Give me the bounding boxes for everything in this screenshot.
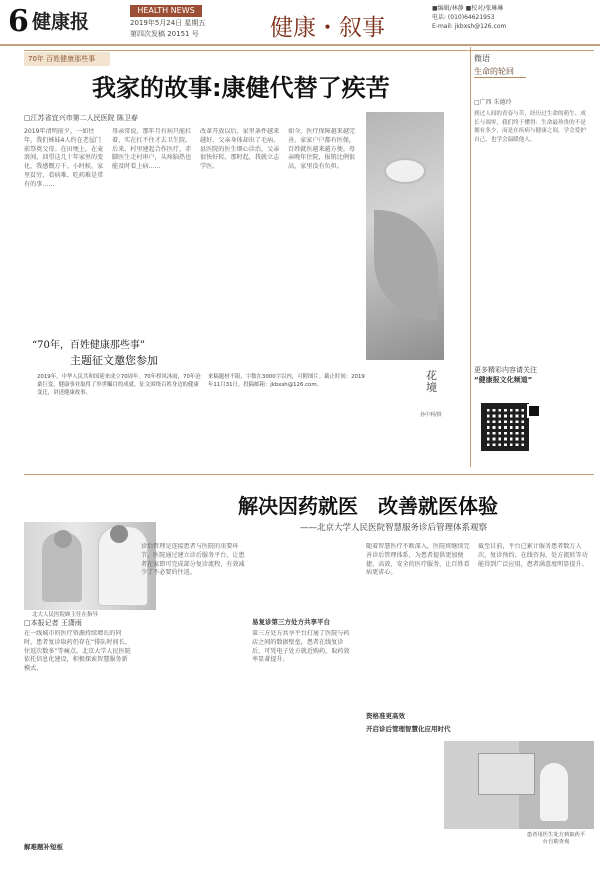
doctor-photo-caption: 北大人民医院顾主任在指导 bbox=[32, 612, 99, 618]
article-column-4: 如今，医疗保障越来越完善，家家户户都有医保，百姓就医越来越方便。母亲晚年住院，报销比例很高，家里没有负担。 bbox=[288, 128, 356, 171]
doctor-head-image bbox=[110, 525, 128, 543]
bottom-column-4: 随着智慧医疗不断深入，医院将继续完善诊后管理体系，为患者提供更加便捷、高效、安全的医疗服务，让百姓看病更省心。 bbox=[366, 543, 470, 577]
sidebar-body: 到过人间的青春与苦，经历过生命的萌生、成长与凋零，我们终于懂得：生命最珍贵的不是拥有多少，而是在疾病与健康之间，学会爱护自己，也学会温暖他人。 bbox=[474, 111, 586, 143]
date-line: 2019年5月24日 星期五 bbox=[130, 19, 206, 27]
sidebar-subtitle: 生命的轮回 bbox=[474, 66, 526, 78]
bottom-column-1: 在一线城市的医疗资源持续增长的同时，患者复诊取药仍存在“排队时间长、往返次数多”等痛点。北京大学人民医院依托信息化建设，积极探索智慧服务新模式。 bbox=[24, 630, 131, 673]
contest-body-right: 来稿题材不限，字数在3000字以内，可附图片。截止时间：2019年11月31日。投稿邮箱：jkbxsh@126.com。 bbox=[208, 374, 365, 389]
top-rule bbox=[24, 50, 594, 51]
series-label: 70年 百姓健康那些事 bbox=[24, 52, 110, 66]
doctor-photo bbox=[24, 522, 156, 610]
ward-photo bbox=[444, 741, 594, 829]
contest-title: “70年，百姓健康那些事” bbox=[32, 340, 145, 351]
sidebar-author: □广西 朱德玲 bbox=[474, 99, 512, 106]
qr-logo-icon bbox=[527, 404, 541, 418]
meta-line-1: ■编辑/林静 ■校对/张琳琳 bbox=[432, 5, 504, 12]
bottom-byline: □本报记者 王潇雨 bbox=[24, 619, 82, 627]
news-chip: HEALTH NEWS bbox=[130, 5, 202, 17]
subhead-b: 易复诊第三方处方共享平台 bbox=[252, 618, 330, 626]
flower-caption: 花 境 bbox=[426, 369, 437, 394]
section-divider bbox=[24, 474, 594, 475]
article-column-3: 改革开放以后，家里条件越来越好，父亲身体却出了毛病。县医院的医生细心诊治，父亲很快好转。那时起，我就立志学医。 bbox=[200, 128, 280, 171]
contest-subtitle: 主题征文邀您参加 bbox=[70, 354, 158, 367]
contest-body-left: 2019年，中华人民共和国迎来成立70周年。70年栉风沐雨，70年沧桑巨变，健康事业取得了举世瞩目的成就。征文围绕百姓身边的健康变迁，讲述健康故事。 bbox=[37, 374, 201, 397]
subhead-d: 开启诊后管理智慧化应用时代 bbox=[366, 725, 451, 733]
top-byline: □江苏省宜兴市第二人民医院 陈卫春 bbox=[24, 114, 138, 122]
patient-head-image bbox=[54, 530, 72, 548]
sidebar-title: 微语 bbox=[474, 54, 490, 63]
bottom-column-3: 第三方处方共享平台打通了医院与药店之间的数据壁垒，患者在线复诊后，可凭电子处方就近购药，取药效率显著提升。 bbox=[252, 630, 350, 664]
volume-line: 第四次发稿 20151 号 bbox=[130, 30, 199, 38]
flower-image bbox=[386, 160, 424, 182]
page-number: 6 bbox=[8, 4, 29, 39]
nurse-image bbox=[540, 763, 568, 821]
flower-credit: 孙中利/摄 bbox=[420, 412, 442, 418]
meta-line-2: 电话: (010)64621953 bbox=[432, 14, 495, 21]
editor-contact bbox=[432, 4, 592, 31]
qr-code-icon[interactable] bbox=[481, 403, 529, 451]
leaf-image bbox=[374, 210, 438, 320]
meta-line-3: E-mail: jkbxsh@126.com bbox=[432, 23, 507, 30]
top-headline: 我家的故事:康健代替了疾苦 bbox=[92, 74, 390, 102]
subhead-a: 解难题补短板 bbox=[24, 843, 63, 851]
section-title: 健康・叙事 bbox=[270, 15, 385, 41]
sidebar-rule bbox=[470, 47, 471, 467]
subhead-c: 资格准更高效 bbox=[366, 712, 405, 720]
qr-line-2: “健康报文化频道” bbox=[474, 376, 533, 384]
qr-line-1: 更多精彩内容请关注 bbox=[474, 366, 537, 374]
bottom-column-5: 截至目前，平台已累计服务患者数万人次，复诊预约、在线咨询、处方流转等功能得到广泛应用，患者满意度明显提升。 bbox=[478, 543, 588, 568]
kiosk-image bbox=[478, 753, 535, 795]
masthead: 健康报 bbox=[32, 11, 90, 33]
ward-photo-caption: 患者用医生处方到取药平台自助查询 bbox=[526, 832, 586, 845]
flower-photo bbox=[366, 112, 444, 360]
bottom-headline: 解决因药就医 改善就医体验 bbox=[238, 494, 498, 518]
article-column-2: 母亲常说，那年月有病只能扛着，实在扛不住才去卫生院。后来，村里建起合作医疗，赤脚医生走村串户，头疼脑热也能及时看上病…… bbox=[112, 128, 192, 171]
qr-promo bbox=[474, 365, 592, 397]
bottom-subheadline: ——北京大学人民医院智慧服务诊后管理体系观察 bbox=[300, 523, 488, 533]
page-header bbox=[0, 0, 600, 46]
bottom-column-2: 诊后管理是连接患者与医院的重要环节。医院通过建立诊后服务平台，让患者在家即可完成部分复诊流程，有效减少了不必要的往返。 bbox=[141, 543, 245, 577]
article-column-1: 2019年清明前夕，一如往年，我们姊妹4人约在老屋门前祭奠父母。在田埂上，在麦浪间，回望这几十年家里的变化，我感慨万千。小时候，家里贫穷，看病难、吃药难是常有的事…… bbox=[24, 128, 104, 188]
